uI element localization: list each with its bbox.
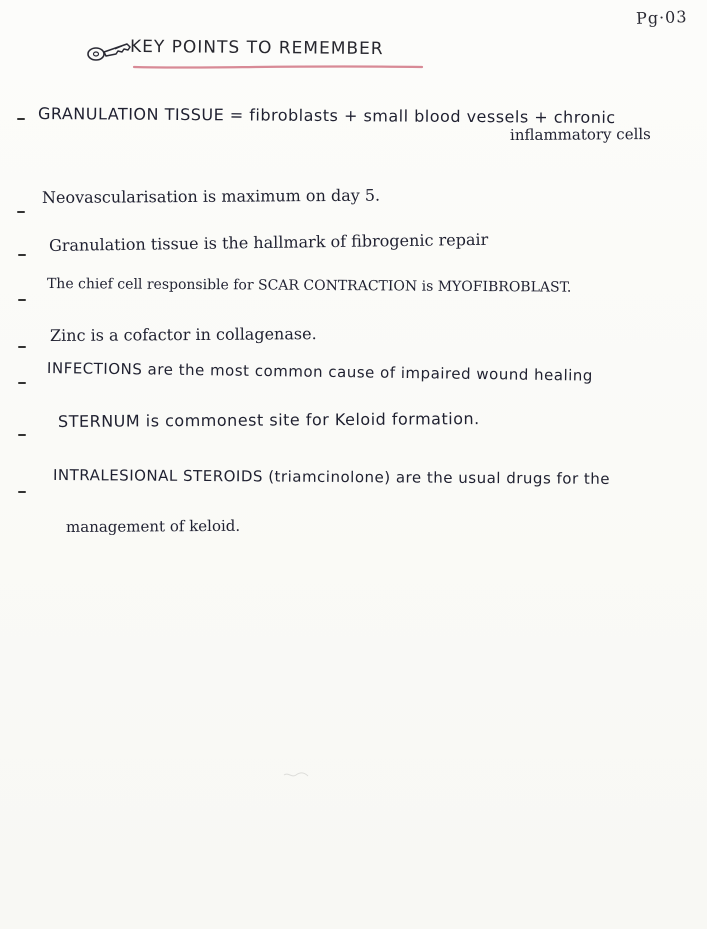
note-line: The chief cell responsible for SCAR CONTRACTION is MYOFIBROBLAST.: [46, 276, 572, 296]
note-line: Granulation tissue is the hallmark of fibrogenic repair: [48, 229, 489, 255]
paper-smudge: [282, 770, 310, 780]
note-line: Zinc is a cofactor in collagenase.: [49, 324, 317, 345]
bullet-dash: [17, 211, 25, 213]
bullet-dash: [18, 434, 26, 436]
bullet-dash: [17, 118, 25, 120]
note-line: INFECTIONS are the most common cause of impaired wound healing: [46, 359, 594, 385]
note-line: Neovascularisation is maximum on day 5.: [41, 185, 381, 207]
bullet-dash: [18, 346, 26, 348]
note-line: INTRALESIONAL STEROIDS (triamcinolone) are the usual drugs for the: [52, 466, 611, 488]
note-line: management of keloid.: [65, 516, 241, 536]
page-number: Pg·03: [635, 7, 688, 28]
note-line: STERNUM is commonest site for Keloid formation.: [57, 409, 480, 431]
page-title: KEY POINTS TO REMEMBER: [129, 36, 384, 60]
bullet-dash: [18, 382, 26, 384]
bullet-dash: [18, 254, 26, 256]
note-line: inflammatory cells: [509, 125, 651, 144]
note-line: GRANULATION TISSUE = fibroblasts + small blood vessels + chronic: [37, 104, 616, 128]
bullet-dash: [18, 491, 26, 493]
bullet-dash: [18, 299, 26, 301]
